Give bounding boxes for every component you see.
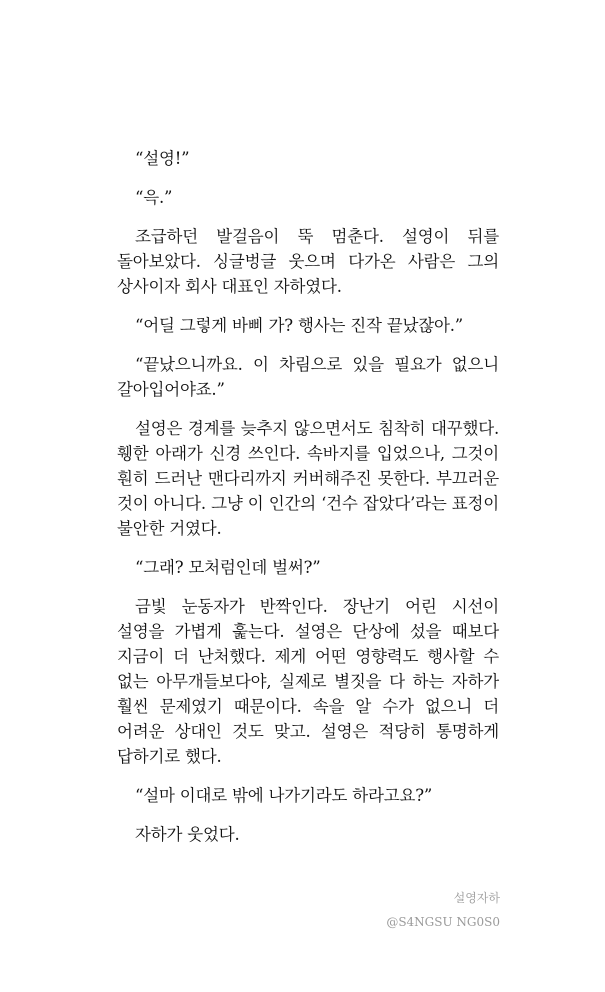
paragraph-2: “윽.” [135,188,173,207]
paragraph-9: “설마 이대로 밖에 나가기라도 하라고요?” [135,786,433,805]
story-text [117,146,499,847]
paragraph-7: “그래? 모처럼인데 벌써?” [135,558,321,577]
footer-title: 설영자하 [453,891,500,905]
footer-handle: @S4NGSU NG0S0 [386,915,500,929]
paragraph-6: 설영은 경계를 늦추지 않으면서도 침착히 대꾸했다. 휑한 아래가 신경 쓰인다. 속바지를 입었으나, 그것이 훤히 드러난 맨다리까지 커버해주진 못한다. 부끄러운 것이 아니다. 그냥 이 인간의 ‘건수 잡았다’라는 표정이 불안한 거였다. [117,419,499,538]
paragraph-5: “끝났으니까요. 이 차림으로 있을 필요가 없으니 갈아입어야죠.” [117,355,499,399]
paragraph-3: 조급하던 발걸음이 뚝 멈춘다. 설영이 뒤를 돌아보았다. 싱글벙글 웃으며 다가온 사람은 그의 상사이자 회사 대표인 자하였다. [117,227,499,296]
footer-credit [386,886,500,934]
paragraph-4: “어딜 그렇게 바삐 가? 행사는 진작 끝났잖아.” [135,316,463,335]
paragraph-1: “설영!” [135,149,190,168]
paragraph-8: 금빛 눈동자가 반짝인다. 장난기 어린 시선이 설영을 가볍게 훑는다. 설영은 단상에 섰을 때보다 지금이 더 난처했다. 제게 어떤 영향력도 행사할 수 없는 아무개들보다야, 실제로 별짓을 다 하는 자하가 훨씬 문제였기 때문이다. 속을 알 수가 없으니 더 어려운 상대인 것도 맞고. 설영은 적당히 통명하게 답하기로 했다. [117,597,499,766]
paragraph-10: 자하가 웃었다. [135,825,240,844]
